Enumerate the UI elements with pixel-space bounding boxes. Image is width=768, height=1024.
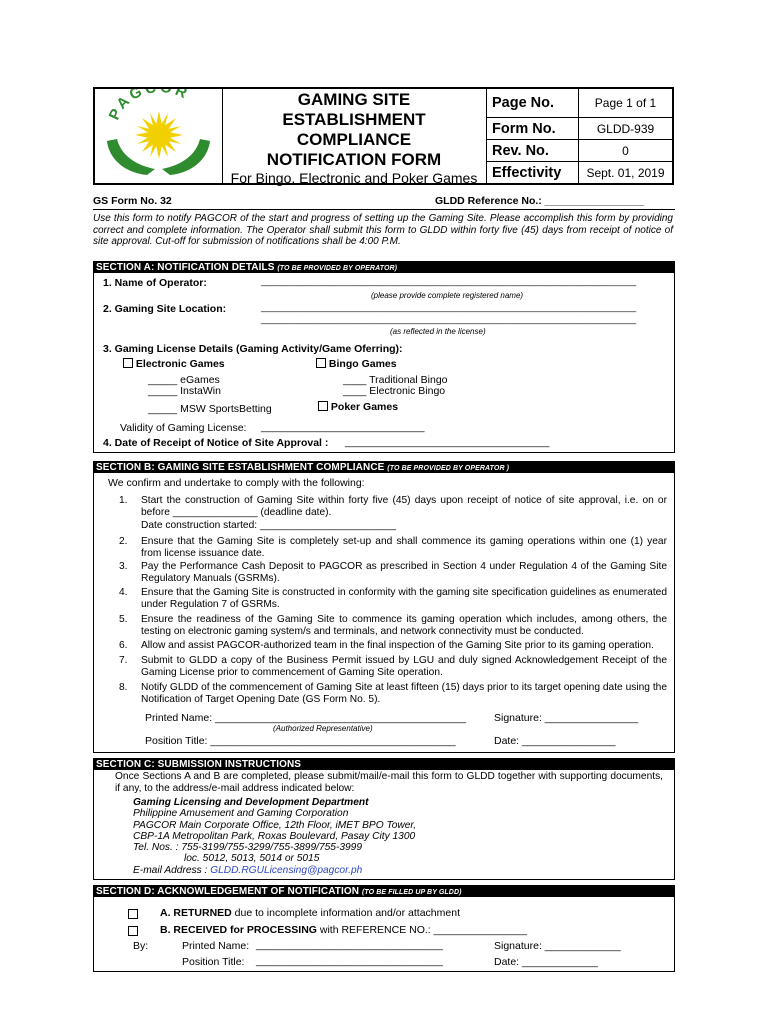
item-number: 3. — [119, 561, 128, 572]
meta-label: Rev. No. — [486, 140, 579, 161]
form-meta-table — [486, 89, 672, 183]
operator-name-field[interactable]: _______________________________________________________________________ — [261, 276, 637, 287]
location-field-2[interactable]: _______________________________________________________________________ — [261, 314, 637, 325]
position-title-field[interactable]: Position Title: __________________________________________ — [145, 735, 456, 747]
item-text: Allow and assist PAGCOR-authorized team in the final inspection of the Gaming Site prior to its gaming operation. — [141, 640, 654, 651]
section-d-title: SECTION D: ACKNOWLEDGEMENT OF NOTIFICATION (TO BE FILLED UP BY GLDD) — [94, 886, 674, 897]
msw-sportsbetting-field[interactable]: _____ MSW SportsBetting — [148, 403, 272, 415]
item-text: Notify GLDD of the commencement of Gaming Site at least fifteen (15) days prior to its target opening date using the Notification of Target Opening Date (GS Form No. 5). — [141, 682, 667, 705]
item-number: 7. — [119, 655, 128, 666]
traditional-bingo-field[interactable]: ____ Traditional Bingo — [343, 374, 448, 386]
item-number: 5. — [119, 614, 128, 625]
section-a-title: SECTION A: NOTIFICATION DETAILS (TO BE PROVIDED BY OPERATOR) — [94, 262, 674, 273]
q2-hint: (as reflected in the license) — [390, 327, 486, 336]
email-line — [133, 865, 416, 876]
item-text: Ensure the readiness of the Gaming Site to commence its gaming operation which includes, among others, the testing on electronic gaming system/s and terminals, and network connectivity must be conducted. — [141, 614, 667, 637]
list-item — [119, 495, 667, 518]
ack-printed-name-field[interactable]: ________________________________ — [256, 939, 443, 951]
q1-label: 1. Name of Operator: — [103, 277, 207, 289]
list-item — [119, 561, 667, 584]
received-label: B. RECEIVED for PROCESSING with REFERENCE NO.: ________________ — [160, 924, 528, 936]
meta-value: GLDD-939 — [596, 121, 655, 136]
poker-games-option[interactable] — [318, 401, 398, 413]
printed-name-field[interactable]: Printed Name: ___________________________________________ — [145, 712, 467, 724]
item-number: 8. — [119, 682, 128, 693]
submission-text: Once Sections A and B are completed, please submit/mail/e-mail this form to GLDD together with supporting documents, if any, to the address/e-mail address indicated below: — [115, 771, 663, 794]
address-line: Philippine Amusement and Gaming Corporation — [133, 808, 349, 820]
instawin-field[interactable]: _____ InstaWin — [148, 385, 221, 397]
item-number: 4. — [119, 587, 128, 598]
section-b-lead: We confirm and undertake to comply with the following: — [108, 477, 365, 489]
title-line-4: NOTIFICATION FORM — [266, 150, 442, 169]
ack-signature-field[interactable]: Signature: _____________ — [494, 940, 621, 952]
item-number: 2. — [119, 536, 128, 547]
list-item — [119, 682, 667, 705]
title-line-2: ESTABLISHMENT — [282, 110, 426, 129]
egames-field[interactable]: _____ eGames — [148, 374, 220, 386]
department-name: Gaming Licensing and Development Department — [133, 797, 369, 808]
electronic-games-option[interactable] — [123, 358, 225, 370]
ack-position-field[interactable]: ________________________________ — [256, 955, 443, 967]
q3-label: 3. Gaming License Details (Gaming Activity/Game Oferring): — [103, 343, 403, 355]
item-text: Ensure that the Gaming Site is completely set-up and shall commence its gaming operations within one (1) year from license issuance date. — [141, 536, 667, 559]
ack-date-field[interactable]: Date: _____________ — [494, 956, 598, 968]
meta-label: Page No. — [486, 89, 579, 117]
received-checkbox[interactable] — [128, 922, 138, 940]
checkbox[interactable] — [128, 926, 138, 936]
returned-label: A. RETURNED due to incomplete information and/or attachment — [160, 907, 460, 919]
poker-games-label: Poker Games — [330, 401, 399, 413]
telephone-numbers: Tel. Nos. : 755-3199/755-3299/755-3899/755-3999 — [133, 842, 363, 854]
form-title — [223, 89, 485, 186]
meta-value: Page 1 of 1 — [594, 96, 657, 110]
construction-date-field[interactable] — [119, 520, 667, 532]
q2-label: 2. Gaming Site Location: — [103, 303, 227, 315]
list-item — [119, 587, 667, 610]
intro-text: Use this form to notify PAGCOR of the start and progress of setting up the Gaming Site. Please accomplish this form by providing correct and complete information. The Operator shall submit this form to GLDD within forty five (45) days from receipt of notice of site approval. Cut-off for submission of notifications shall be 4:00 P.M. — [93, 213, 673, 247]
checkbox[interactable] — [316, 358, 326, 368]
approval-date-field[interactable]: ___________________________________ — [345, 436, 550, 448]
list-item — [119, 536, 667, 559]
meta-value: 0 — [622, 143, 629, 158]
gldd-address — [133, 797, 416, 876]
checkbox[interactable] — [128, 909, 138, 919]
authorized-rep-hint: (Authorized Representative) — [273, 724, 373, 733]
meta-label: Effectivity — [486, 162, 579, 183]
meta-row-effectivity — [486, 161, 672, 183]
pagcor-logo-icon — [95, 89, 222, 183]
section-b-title: SECTION B: GAMING SITE ESTABLISHMENT COMPLIANCE (TO BE PROVIDED BY OPERATOR ) — [94, 462, 674, 473]
list-item — [119, 655, 667, 678]
item-text: Pay the Performance Cash Deposit to PAGCOR as prescribed in Section 4 under Regulation 4 of the Gaming Site Regulatory Manuals (GSRMs). — [141, 561, 667, 584]
meta-row-page — [486, 89, 672, 117]
date-field[interactable]: Date: ________________ — [494, 735, 616, 747]
form-subtitle: For Bingo, Electronic and Poker Games — [230, 170, 478, 186]
item-text: Submit to GLDD a copy of the Business Permit issued by LGU and duly signed Acknowledgement Receipt of the Gaming License prior to commencement of Gaming Site operation. — [141, 655, 667, 678]
address-line: CBP-1A Metropolitan Park, Roxas Boulevard, Pasay City 1300 — [133, 830, 416, 842]
svg-text:PAGCOR: PAG R — [105, 89, 193, 123]
section-c-title: SECTION C: SUBMISSION INSTRUCTIONS — [94, 759, 674, 770]
electronic-games-label: Electronic Games — [135, 358, 225, 370]
signature-field[interactable]: Signature: ________________ — [494, 712, 639, 724]
validity-field[interactable]: ____________________________ — [261, 421, 425, 433]
form-header — [93, 87, 674, 185]
q4-label: 4. Date of Receipt of Notice of Site Approval : — [103, 437, 329, 449]
email-link[interactable]: GLDD.RGULicensing@pagcor.ph — [210, 864, 363, 876]
divider — [93, 209, 675, 210]
address-line: PAGCOR Main Corporate Office, 12th Floor, iMET BPO Tower, — [133, 819, 417, 831]
item-text: Ensure that the Gaming Site is constructed in conformity with the gaming site specification guidelines as enumerated under Regulation 7 of GSRMs. — [141, 587, 667, 610]
validity-label: Validity of Gaming License: — [120, 422, 247, 434]
meta-row-form — [486, 117, 672, 139]
meta-row-rev — [486, 139, 672, 161]
meta-label: Form No. — [486, 118, 579, 139]
item-number: 1. — [119, 495, 128, 506]
item-text: Date construction started: ________________________ — [141, 520, 396, 531]
returned-checkbox[interactable] — [128, 905, 138, 923]
bingo-games-label: Bingo Games — [328, 358, 397, 370]
checkbox[interactable] — [318, 401, 328, 411]
email-label: E-mail Address : — [133, 864, 211, 876]
checkbox[interactable] — [123, 358, 133, 368]
title-line-3: COMPLIANCE — [296, 130, 412, 149]
ack-position-label: Position Title: — [182, 956, 245, 968]
pagcor-logo — [95, 89, 223, 183]
gs-form-no: GS Form No. 32 — [93, 195, 172, 207]
list-item — [119, 614, 667, 637]
local-numbers: loc. 5012, 5013, 5014 or 5015 — [184, 853, 320, 865]
meta-value: Sept. 01, 2019 — [586, 165, 665, 180]
title-line-1: GAMING SITE — [297, 90, 411, 109]
ack-printed-name-label: Printed Name: — [182, 940, 250, 952]
list-item — [119, 640, 667, 652]
item-number: 6. — [119, 640, 128, 651]
q1-hint: (please provide complete registered name) — [371, 291, 524, 300]
electronic-bingo-field[interactable]: ____ Electronic Bingo — [343, 385, 446, 397]
bingo-games-option[interactable] — [316, 358, 397, 370]
gldd-reference-field[interactable]: GLDD Reference No.: _________________ — [435, 195, 644, 207]
location-field-1[interactable]: _______________________________________________________________________ — [261, 302, 637, 313]
by-label: By: — [133, 940, 149, 952]
item-text: Start the construction of Gaming Site within forty five (45) days upon receipt of notice of site approval, i.e. on or before _______________ (deadline date). — [141, 495, 667, 518]
